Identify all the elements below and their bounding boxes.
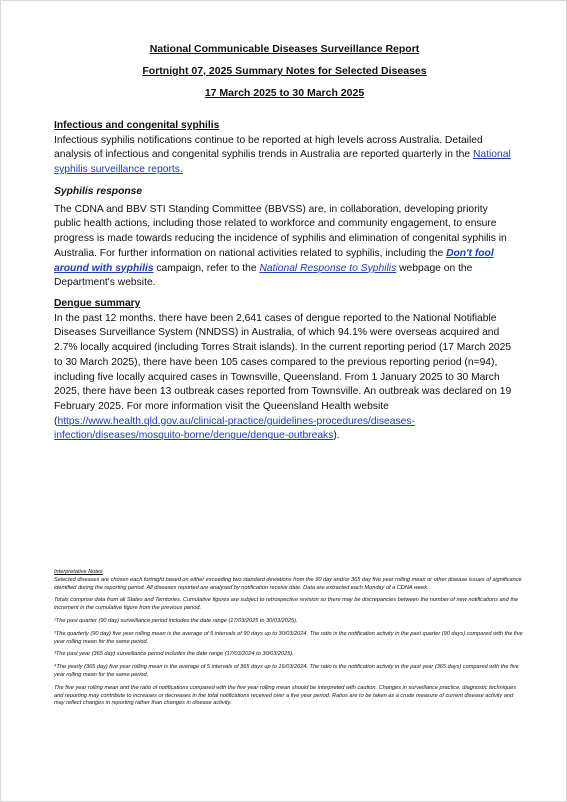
syphilis-text: Infectious syphilis notifications continue to be reported at high levels across Australia. Detailed analysis of infectious and congenital syphilis trends in Australia are reported quarterly in the [54, 134, 483, 161]
report-subtitle: Fortnight 07, 2025 Summary Notes for Selected Diseases [142, 65, 427, 77]
report-date-range: 17 March 2025 to 30 March 2025 [204, 87, 365, 99]
response-text-3: webpage on the Department's website. [54, 262, 473, 289]
notes-paragraph-caution: The five year rolling mean and the ratio of notifications compared with the five year rolling mean should be interpreted with caution. Changes in surveillance practice, diagnostic techniques and reporting may contribute to increases or decreases in the total notifications received over a five year period. Ratios are to be taken as a crude measure of current disease activity and may reflect changes in reporting rather than changes in disease activity. [54, 684, 517, 707]
dont-fool-around-link[interactable]: Don't fool around with syphilis [54, 247, 494, 274]
national-response-link[interactable]: National Response to Syphilis [259, 262, 397, 274]
notes-heading: Interpretative Notes [54, 569, 103, 575]
syphilis-reports-link[interactable]: National syphilis surveillance reports. [54, 149, 511, 176]
syphilis-heading: Infectious and congenital syphilis [54, 120, 220, 131]
notes-footnote-3: ³The past year (365 day) surveillance period includes the date range (17/03/2024 to 30/03/2025). [54, 651, 294, 658]
response-text-1: The CDNA and BBV STI Standing Committee (BBVSS) are, in collaboration, developing priority public health actions, including those related to workforce and community engagement, to ensure progress is made towards reducing the incidence of syphilis and elimination of congenital syphilis in Australia. For further information on national activities related to syphilis, including the [54, 203, 507, 259]
dengue-section [54, 297, 516, 444]
notes-paragraph-1: Selected diseases are chosen each fortnight based on either exceeding two standard deviations from the 90 day and/or 365 day five year rolling mean or other disease issues of significance identified during the reporting period. All diseases reported are analysed by notification receive date. Data are extracted each Monday of a CDNA week. [54, 576, 522, 591]
notes-footnote-2: ²The quarterly (90 day) five year rolling mean is the average of 5 intervals of 90 days up to 30/03/2024. The ratio is the notification activity in the past quarter (90 days) compared with the five year rolling mean for the same period. [54, 630, 523, 645]
interpretative-notes [54, 569, 524, 713]
syphilis-response-paragraph [54, 203, 516, 291]
dengue-paragraph [54, 312, 516, 444]
dengue-text: In the past 12 months. there have been 2,641 cases of dengue reported to the National Notifiable Diseases Surveillance System (NNDSS) in Australia, of which 94.1% were overseas acquired and 2.7% locally acquired (including Torres Strait islands). In the current reporting period (17 March 2025 to 30 March 2025), there have been 105 cases compared to the previous reporting period (n=94), including five locally acquired cases in Townsville, Queensland. From 1 January 2025 to 30 March 2025, there have been 13 outbreak cases reported from Townsville. An outbreak was declared on 19 February 2025. For more information visit the Queensland Health website ( [54, 312, 512, 427]
notes-footnote-1: ¹The past quarter (90 day) surveillance period includes the date range (17/03/2025 to 30/03/2025). [54, 617, 298, 624]
syphilis-response-section [54, 185, 516, 291]
notes-footnote-4: ⁴The yearly (365 day) five year rolling mean is the average of 5 intervals of 365 days up to 16/03/2024. The ratio is the notification activity in the past year (365 days) compared with the five year rolling mean for the same period. [54, 664, 519, 678]
syphilis-response-heading: Syphilis response [54, 186, 143, 197]
dengue-text-end: ). [333, 430, 340, 442]
syphilis-section [54, 119, 516, 178]
queensland-health-link[interactable]: https://www.health.qld.gov.au/clinical-practice/guidelines-procedures/diseases-infection/diseases/mosquito-borne/dengue/dengue-outbreaks [54, 415, 415, 442]
notes-paragraph-2: Totals comprise data from all States and Territories. Cumulative figures are subject to retrospective revision so there may be discrepancies between the number of new notifications and the increment in the cumulative figure from the previous period. [54, 597, 519, 612]
syphilis-paragraph [54, 134, 516, 178]
response-text-2: campaign, refer to the [153, 262, 260, 274]
report-title: National Communicable Diseases Surveillance Report [149, 43, 420, 55]
dengue-heading: Dengue summary [54, 298, 141, 309]
